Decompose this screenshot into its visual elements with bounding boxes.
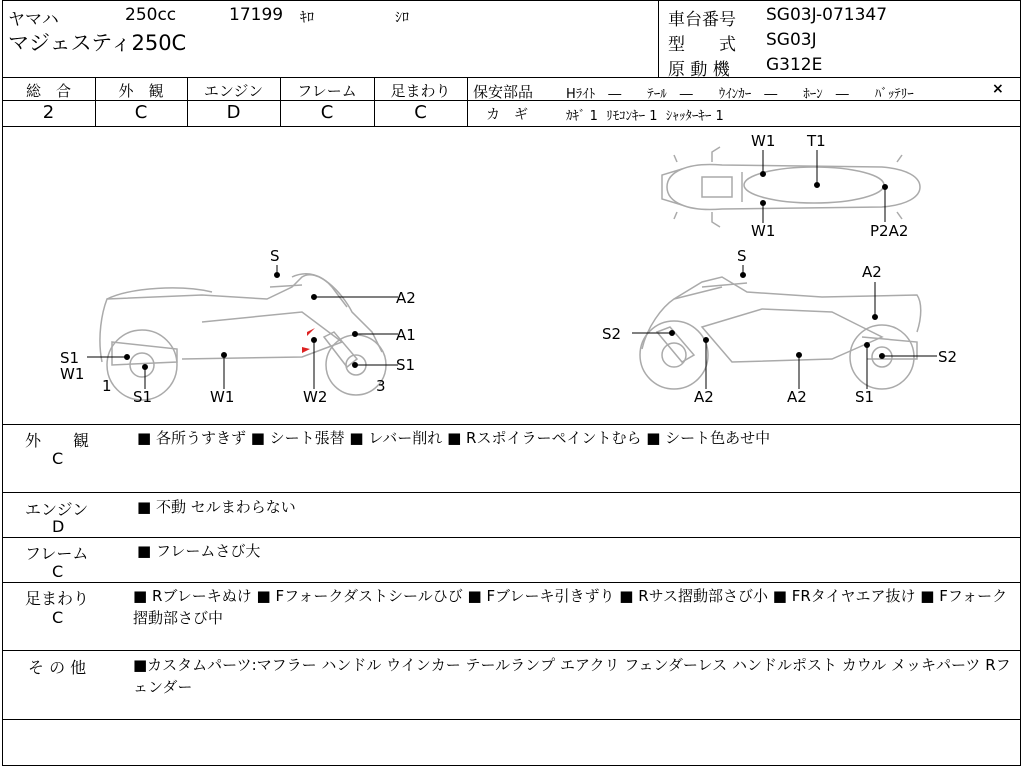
divider [2, 537, 1021, 538]
section-engine-title: エンジン [25, 500, 89, 519]
section-suspension-title: 足まわり [25, 589, 90, 608]
displacement: 250cc [125, 5, 177, 25]
section-exterior-body: ■ 各所うすきず ■ シート張替 ■ レバー削れ ■ Rスポイラーペイントむら ■ シート色あせ中 [137, 429, 771, 447]
label-left-s-top: S [270, 247, 280, 265]
model-name: マジェスティ250C [8, 31, 187, 55]
key-label: カ ギ [486, 107, 528, 123]
label-right-a2-top: A2 [862, 263, 882, 281]
divider [2, 582, 1021, 583]
mileage: 17199 [229, 5, 284, 25]
section-engine-grade: D [52, 517, 65, 536]
header-divider [658, 0, 659, 77]
label-right-s2-left: S2 [602, 325, 622, 343]
frame-no: SG03J-071347 [766, 5, 888, 25]
section-other-title: そ の 他 [28, 658, 87, 677]
scooter-top-view [662, 147, 920, 227]
section-exterior-title: 外 観 [25, 431, 90, 450]
label-right-a2-b1: A2 [694, 388, 714, 406]
label-left-3: 3 [376, 377, 386, 395]
engine-label: 原 動 機 [668, 60, 730, 80]
section-frame-title: フレーム [25, 544, 89, 563]
label-left-w1-bottom: W1 [210, 388, 235, 406]
divider [2, 719, 1021, 720]
label-left-a2: A2 [396, 289, 416, 307]
label-left-w1-left: W1 [60, 365, 85, 383]
divider [2, 77, 1021, 78]
section-engine-body: ■ 不動 セルまわらない [137, 498, 296, 516]
label-top-w1-b: W1 [751, 222, 776, 240]
divider [2, 650, 1021, 651]
label-top-p2a2: P2A2 [870, 222, 909, 240]
overall-label: 総 合 [25, 82, 71, 100]
divider [2, 424, 1021, 425]
safety-label: 保安部品 [473, 83, 534, 101]
overall-grade: 2 [42, 102, 55, 123]
divider [467, 100, 1021, 101]
exterior-label: 外 観 [118, 82, 164, 100]
section-suspension-body: ■ Rブレーキぬけ ■ Fフォークダストシールひび ■ Fブレーキ引きずり ■ Rサス摺動部さび小 ■ FRタイヤエア抜け ■ Fフォーク摺動部さび中 [133, 587, 1008, 627]
divider [467, 77, 468, 126]
scooter-left-view [100, 274, 386, 400]
color: ｼﾛ [395, 10, 409, 26]
engine-grade: D [226, 102, 241, 123]
suspension-grade: C [414, 102, 427, 123]
key-list: ｶｷﾞ 1 ﾘﾓｺﾝｷｰ 1 ｼｬｯﾀｰｷｰ 1 [566, 109, 724, 124]
battery-mark: × [992, 81, 1004, 97]
divider [2, 492, 1021, 493]
label-left-s1-bottom: S1 [133, 388, 153, 406]
model-code: SG03J [766, 30, 817, 50]
label-right-a2-b2: A2 [787, 388, 807, 406]
engine-grade-label: エンジン [203, 82, 264, 100]
frame-no-label: 車台番号 [668, 10, 736, 30]
scooter-right-view [640, 277, 921, 389]
safety-items: Hﾗｲﾄ ― ﾃｰﾙ ― ｳｲﾝｶｰ ― ﾎｰﾝ ― ﾊﾞｯﾃﾘｰ [566, 87, 914, 102]
label-left-s1-left: S1 [60, 349, 80, 367]
frame-grade: C [320, 102, 334, 123]
label-left-w2: W2 [303, 388, 328, 406]
label-top-w1-a: W1 [751, 132, 776, 150]
section-frame-body: ■ フレームさび大 [137, 542, 261, 560]
label-left-a1: A1 [396, 326, 416, 344]
maker: ヤマハ [8, 10, 59, 30]
label-right-s-top: S [737, 247, 747, 265]
label-top-t1: T1 [807, 132, 826, 150]
label-right-s2-right: S2 [938, 348, 958, 366]
label-right-s1: S1 [855, 388, 875, 406]
exterior-grade: C [134, 102, 148, 123]
mileage-unit: ｷﾛ [300, 10, 314, 26]
frame-grade-label: フレーム [297, 82, 357, 100]
section-suspension-grade: C [52, 608, 64, 627]
model-code-label: 型 式 [668, 35, 736, 55]
section-other-body: ■カスタムパーツ:マフラー ハンドル ウインカー テールランプ エアクリ フェンダーレス ハンドルポスト カウル メッキパーツ Rフェンダー [133, 656, 1011, 696]
section-frame-grade: C [52, 562, 64, 581]
section-exterior-grade: C [52, 449, 64, 468]
suspension-grade-label: 足まわり [390, 82, 451, 100]
label-left-s1-right: S1 [396, 356, 416, 374]
label-left-1: 1 [102, 377, 112, 395]
engine-code: G312E [766, 55, 823, 75]
